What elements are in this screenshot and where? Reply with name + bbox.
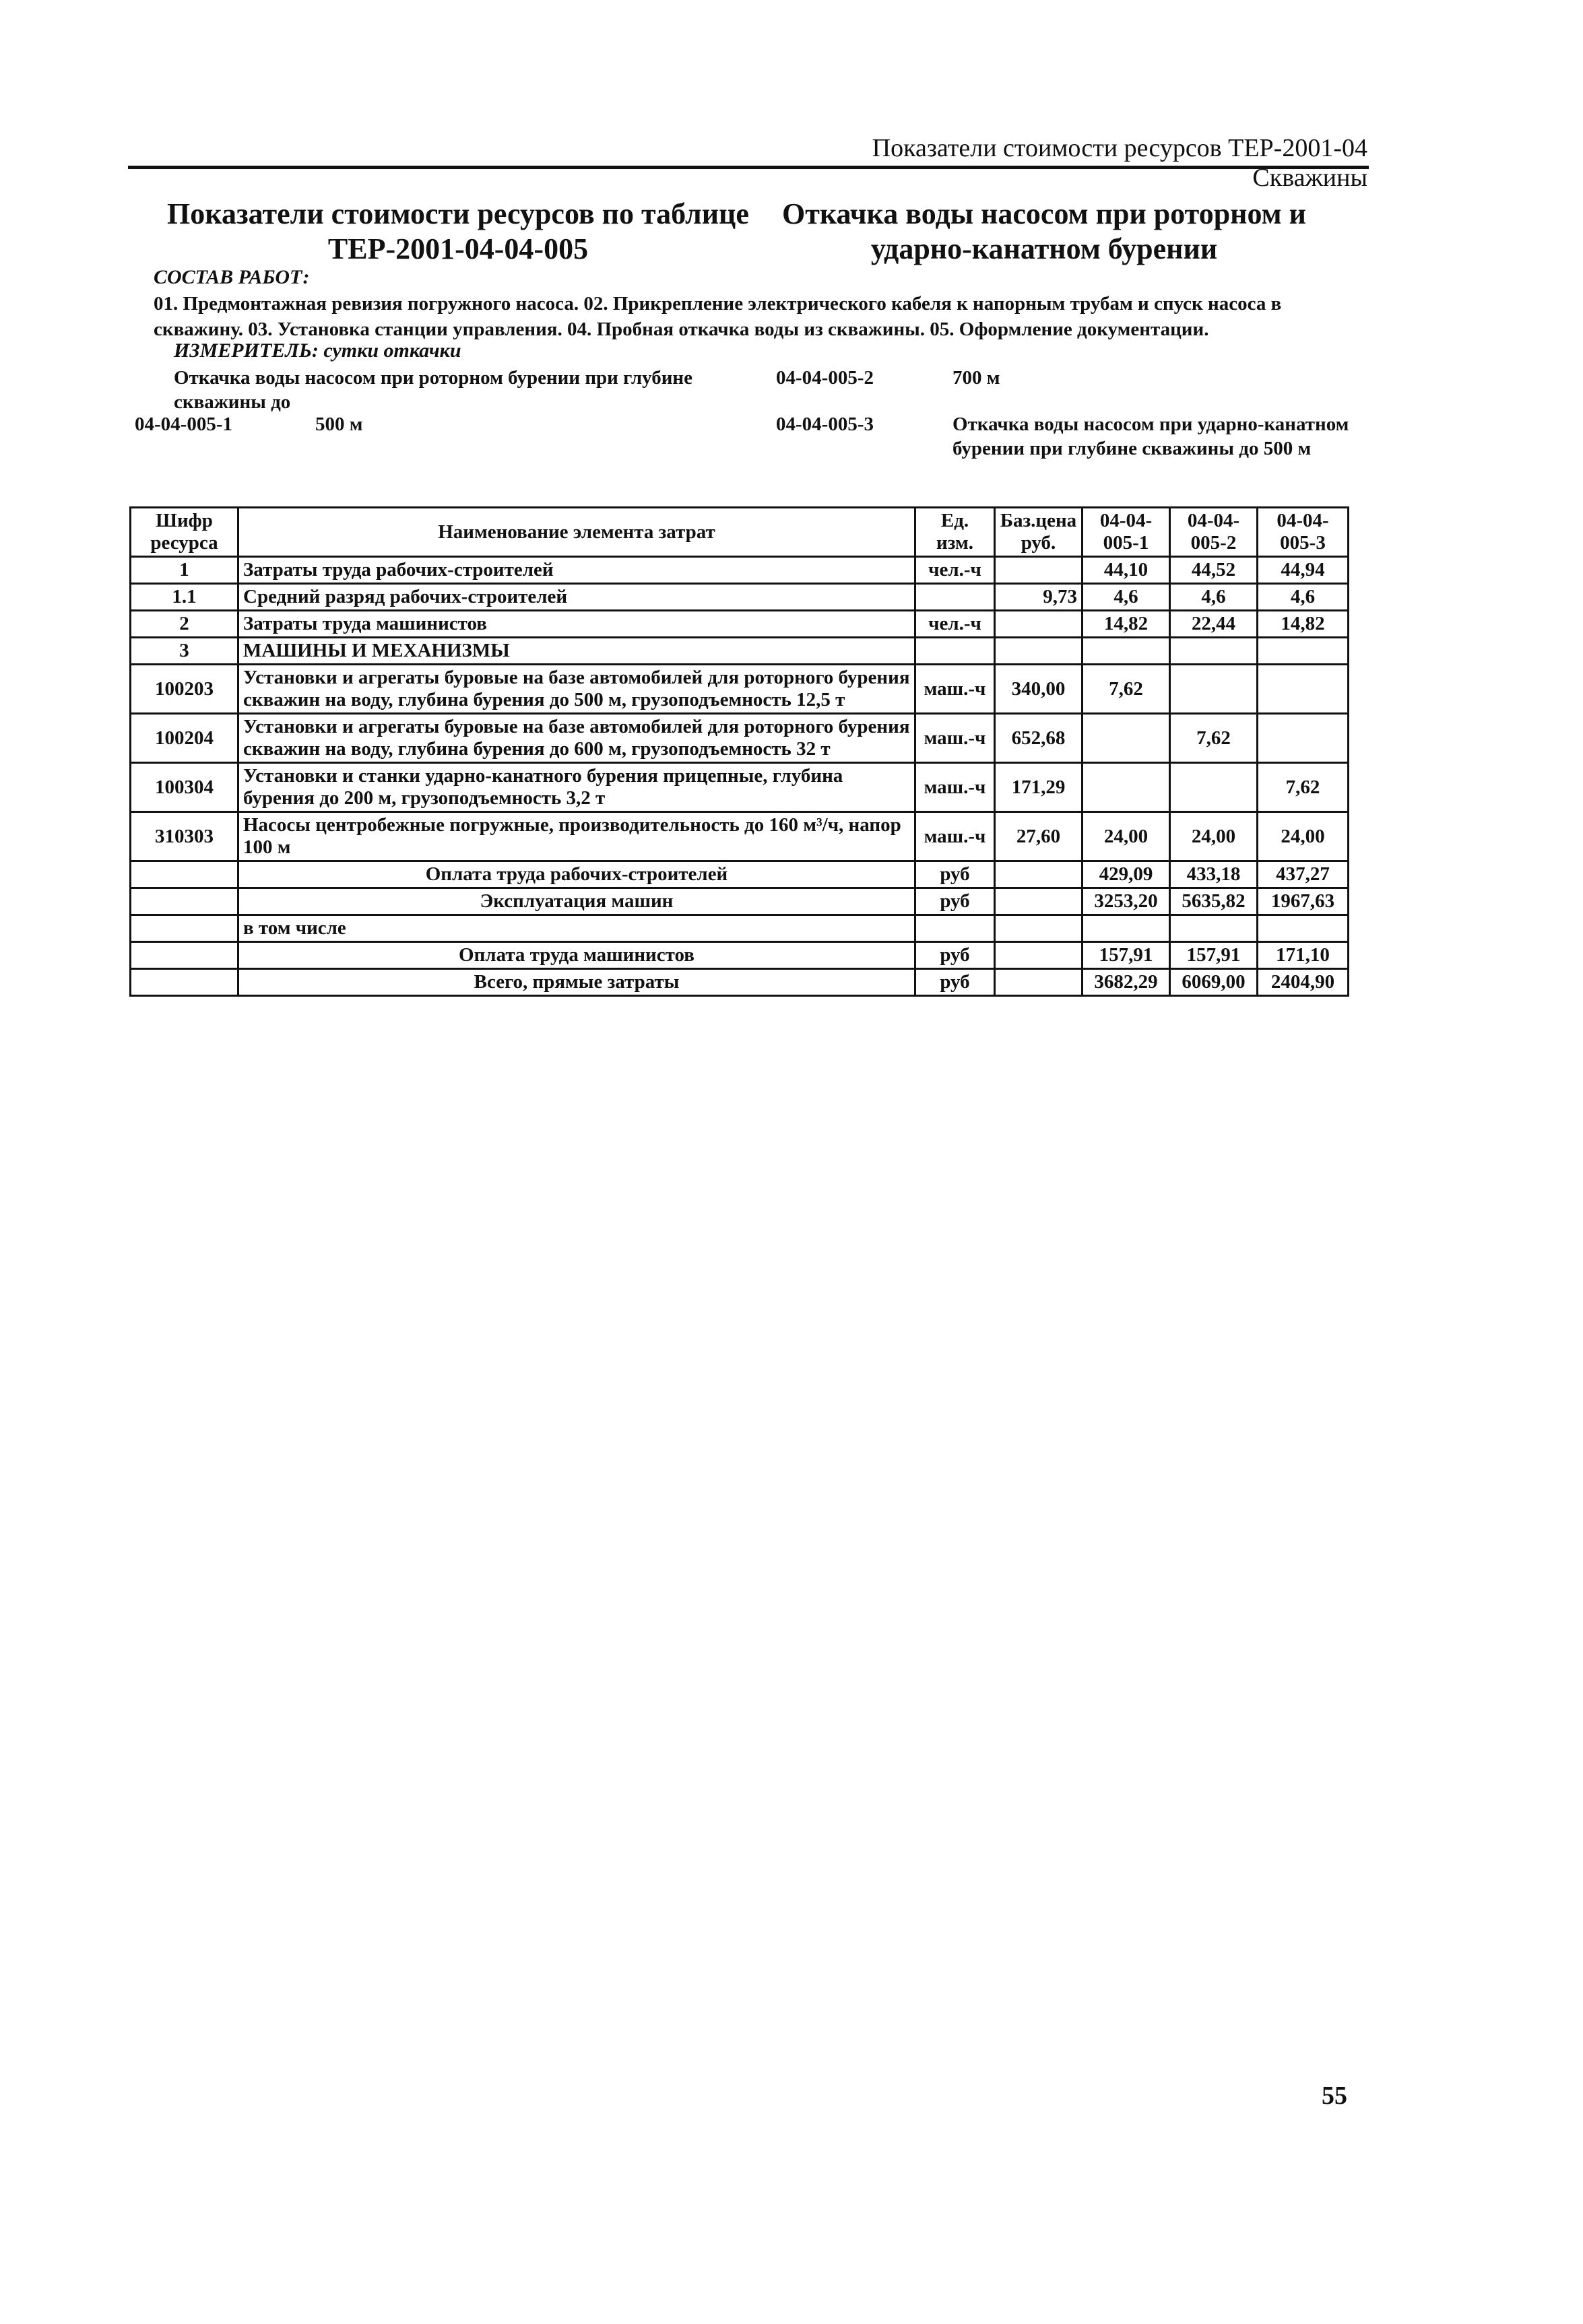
cell-unit: маш.-ч	[915, 665, 995, 714]
table-row	[131, 915, 1349, 942]
cell-name: Средний разряд рабочих-строителей	[238, 584, 915, 611]
table-row	[131, 888, 1349, 915]
cell-price: 652,68	[995, 714, 1083, 763]
cell-value-3: 44,94	[1258, 557, 1349, 584]
cell-value-3: 24,00	[1258, 812, 1349, 861]
cell-code: 1.1	[131, 584, 238, 611]
cell-value-3	[1258, 665, 1349, 714]
header-unit: Ед. изм.	[915, 508, 995, 557]
cell-name: МАШИНЫ И МЕХАНИЗМЫ	[238, 638, 915, 665]
cell-value-2: 4,6	[1170, 584, 1258, 611]
cost-table	[129, 506, 1349, 997]
cell-unit: маш.-ч	[915, 763, 995, 812]
table-row	[131, 611, 1349, 638]
running-header: Показатели стоимости ресурсов ТЕР-2001-04 Скважины	[872, 134, 1367, 192]
position-percussion-text: Откачка воды насосом при ударно-канатном бурении при глубине скважины до 500 м	[952, 413, 1349, 459]
cell-price: 27,60	[995, 812, 1083, 861]
cell-unit: руб	[915, 861, 995, 888]
cell-value-2: 5635,82	[1170, 888, 1258, 915]
header-code: Шифр ресурса	[131, 508, 238, 557]
cell-price	[995, 611, 1083, 638]
cell-unit: чел.-ч	[915, 557, 995, 584]
cell-value-3: 14,82	[1258, 611, 1349, 638]
cell-unit: чел.-ч	[915, 611, 995, 638]
cell-unit: маш.-ч	[915, 714, 995, 763]
cell-price	[995, 942, 1083, 969]
table-row	[131, 861, 1349, 888]
cell-value-3: 7,62	[1258, 763, 1349, 812]
cell-code	[131, 942, 238, 969]
cell-value-3: 1967,63	[1258, 888, 1349, 915]
cell-value-3: 437,27	[1258, 861, 1349, 888]
cell-name: Установки и станки ударно-канатного бурения прицепные, глубина бурения до 200 м, грузоподъемность 3,2 т	[238, 763, 915, 812]
cell-value-2: 157,91	[1170, 942, 1258, 969]
cell-code: 100304	[131, 763, 238, 812]
cell-value-1	[1083, 763, 1170, 812]
position-depth-2: 700 м	[952, 367, 1000, 389]
work-title: Откачка воды насосом при роторном и ударно-канатном бурении	[781, 197, 1306, 265]
work-composition-text: 01. Предмонтажная ревизия погружного насоса. 02. Прикрепление электрического кабеля к напорным трубам и спуск насоса в скважину. 03. Установка станции управления. 04. Пробная откачка воды из скважины. 05. Оформление документации.	[154, 293, 1282, 340]
cell-name: Затраты труда машинистов	[238, 611, 915, 638]
cell-code: 100204	[131, 714, 238, 763]
meter-label: ИЗМЕРИТЕЛЬ: сутки откачки	[174, 339, 461, 362]
cell-price	[995, 638, 1083, 665]
table-row	[131, 557, 1349, 584]
cell-code: 100203	[131, 665, 238, 714]
cell-unit: руб	[915, 888, 995, 915]
cell-value-2	[1170, 763, 1258, 812]
table-row	[131, 638, 1349, 665]
cell-value-1	[1083, 638, 1170, 665]
table-title: Показатели стоимости ресурсов по таблице ТЕР-2001-04-04-005	[167, 197, 749, 265]
cell-unit	[915, 915, 995, 942]
cell-name: Установки и агрегаты буровые на базе автомобилей для роторного бурения скважин на воду, глубина бурения до 600 м, грузоподъемность 32 т	[238, 714, 915, 763]
header-col3: 04-04-005-3	[1258, 508, 1349, 557]
cell-value-1: 3682,29	[1083, 969, 1170, 996]
cell-code: 310303	[131, 812, 238, 861]
cell-value-1: 14,82	[1083, 611, 1170, 638]
position-code-1: 04-04-005-1	[135, 413, 232, 435]
cell-value-3	[1258, 915, 1349, 942]
cell-unit	[915, 638, 995, 665]
cell-code: 1	[131, 557, 238, 584]
cell-value-2	[1170, 915, 1258, 942]
cell-value-1: 44,10	[1083, 557, 1170, 584]
cell-name: Всего, прямые затраты	[238, 969, 915, 996]
cell-price	[995, 861, 1083, 888]
table-header-row	[131, 508, 1349, 557]
cell-price: 9,73	[995, 584, 1083, 611]
cell-code: 2	[131, 611, 238, 638]
cell-name: Эксплуатация машин	[238, 888, 915, 915]
page-number: 55	[1322, 2082, 1347, 2110]
cell-value-1: 157,91	[1083, 942, 1170, 969]
cell-code	[131, 915, 238, 942]
header-rule	[128, 166, 1369, 169]
header-col2: 04-04-005-2	[1170, 508, 1258, 557]
table-row	[131, 812, 1349, 861]
position-rotary-text: Откачка воды насосом при роторном бурении при глубине скважины до	[174, 367, 693, 413]
cell-name: Установки и агрегаты буровые на базе автомобилей для роторного бурения скважин на воду, глубина бурения до 500 м, грузоподъемность 12,5 т	[238, 665, 915, 714]
table-row	[131, 942, 1349, 969]
cell-value-2: 44,52	[1170, 557, 1258, 584]
table-row	[131, 714, 1349, 763]
cell-value-2: 6069,00	[1170, 969, 1258, 996]
header-col1: 04-04-005-1	[1083, 508, 1170, 557]
cell-unit: руб	[915, 942, 995, 969]
header-name: Наименование элемента затрат	[238, 508, 915, 557]
cell-price	[995, 557, 1083, 584]
cell-price: 340,00	[995, 665, 1083, 714]
work-composition-label: СОСТАВ РАБОТ:	[154, 266, 310, 288]
cell-value-1: 429,09	[1083, 861, 1170, 888]
cell-value-1	[1083, 915, 1170, 942]
cell-value-1	[1083, 714, 1170, 763]
position-code-2: 04-04-005-2	[776, 367, 874, 389]
cell-value-2	[1170, 638, 1258, 665]
cell-code	[131, 969, 238, 996]
table-row	[131, 969, 1349, 996]
cell-code: 3	[131, 638, 238, 665]
cell-value-1: 4,6	[1083, 584, 1170, 611]
cell-value-3	[1258, 638, 1349, 665]
table-row	[131, 665, 1349, 714]
cell-value-3: 4,6	[1258, 584, 1349, 611]
cell-value-1: 7,62	[1083, 665, 1170, 714]
cell-name: Затраты труда рабочих-строителей	[238, 557, 915, 584]
table-row	[131, 763, 1349, 812]
cell-price	[995, 888, 1083, 915]
cell-value-2: 24,00	[1170, 812, 1258, 861]
cell-value-2	[1170, 665, 1258, 714]
cell-code	[131, 861, 238, 888]
cell-unit	[915, 584, 995, 611]
cell-price	[995, 915, 1083, 942]
cell-value-3: 2404,90	[1258, 969, 1349, 996]
cell-value-2: 433,18	[1170, 861, 1258, 888]
table-row	[131, 584, 1349, 611]
position-depth-1: 500 м	[315, 413, 363, 435]
cell-value-3	[1258, 714, 1349, 763]
cell-value-3: 171,10	[1258, 942, 1349, 969]
cell-name: Оплата труда машинистов	[238, 942, 915, 969]
header-price: Баз.цена руб.	[995, 508, 1083, 557]
cell-code	[131, 888, 238, 915]
cell-value-1: 24,00	[1083, 812, 1170, 861]
cell-unit: руб	[915, 969, 995, 996]
cell-value-1: 3253,20	[1083, 888, 1170, 915]
cell-value-2: 22,44	[1170, 611, 1258, 638]
cell-name: Насосы центробежные погружные, производительность до 160 м³/ч, напор 100 м	[238, 812, 915, 861]
cell-unit: маш.-ч	[915, 812, 995, 861]
cell-price: 171,29	[995, 763, 1083, 812]
cell-price	[995, 969, 1083, 996]
cell-value-2: 7,62	[1170, 714, 1258, 763]
cell-name: в том числе	[238, 915, 915, 942]
position-code-3: 04-04-005-3	[776, 413, 874, 435]
cell-name: Оплата труда рабочих-строителей	[238, 861, 915, 888]
